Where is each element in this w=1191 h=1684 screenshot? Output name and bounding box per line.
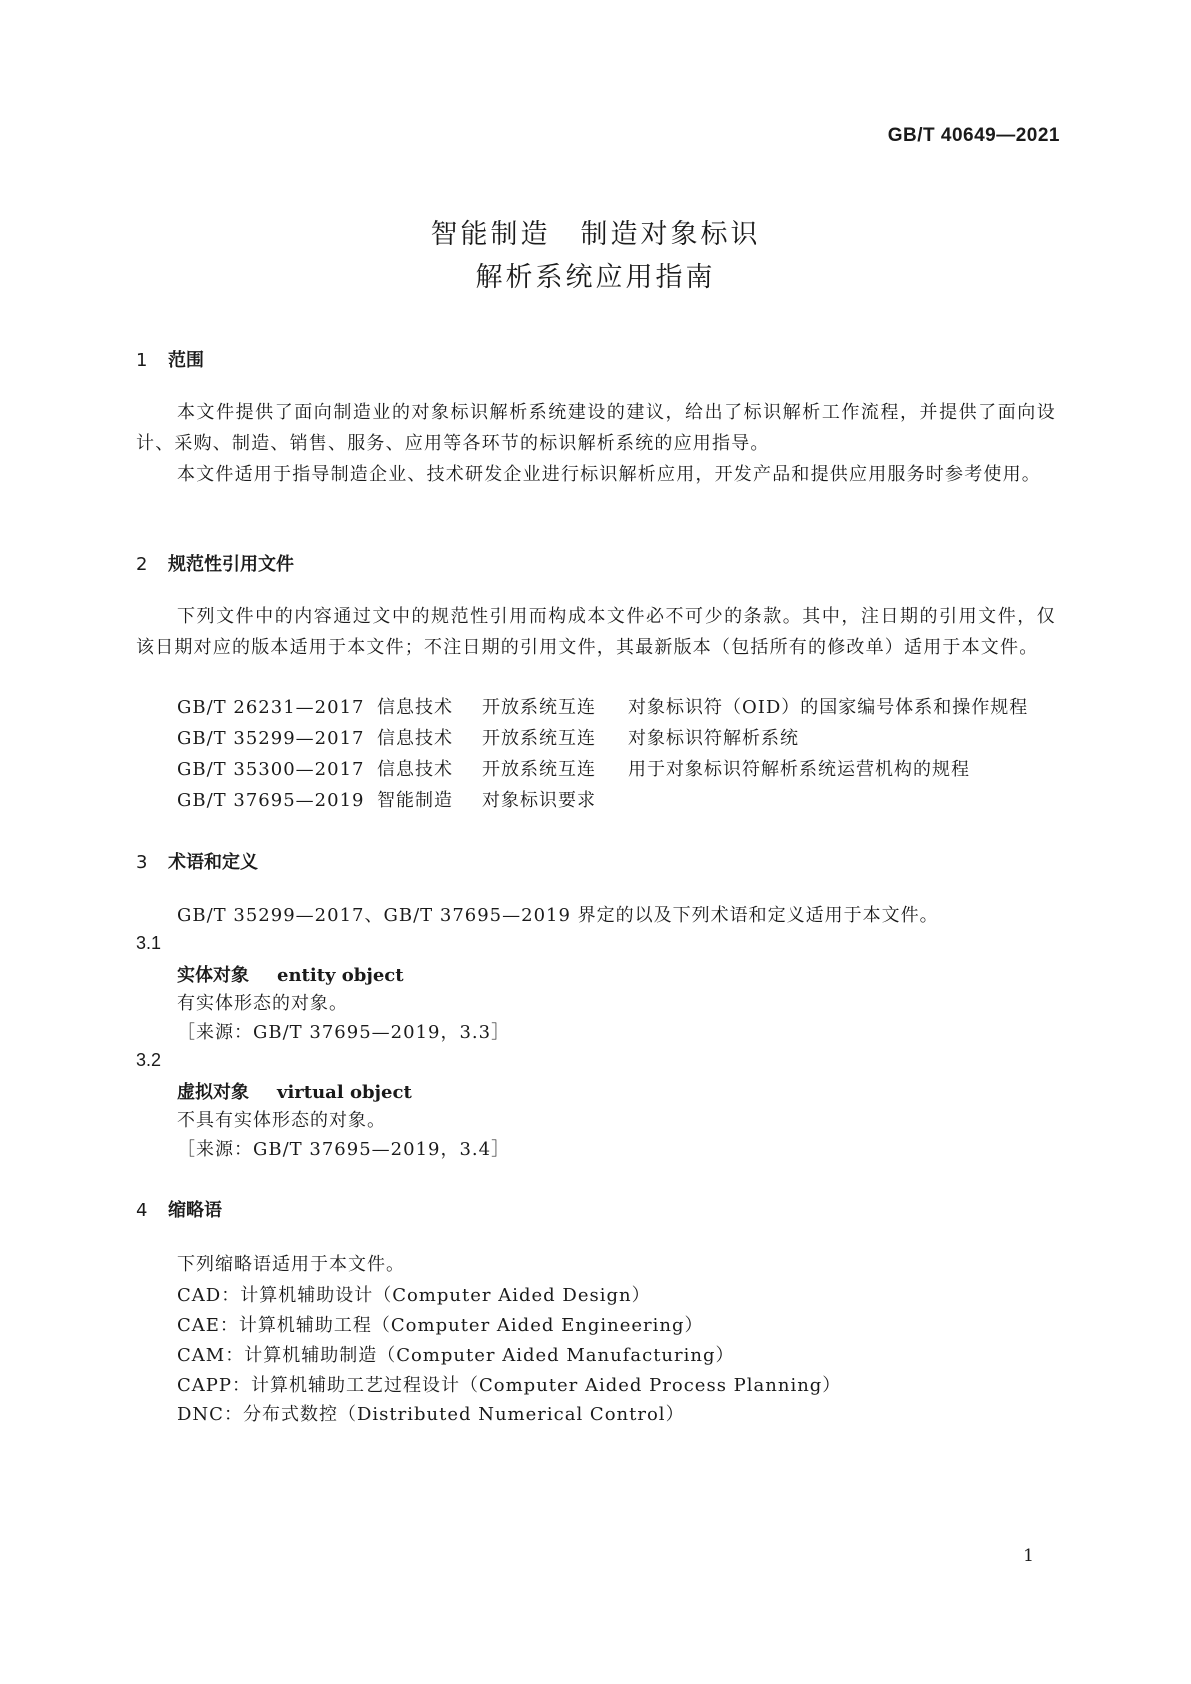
term-en: entity object <box>277 965 404 986</box>
paragraph: 本文件适用于指导制造企业、技术研发企业进行标识解析应用，开发产品和提供应用服务时参考使用。 <box>177 464 1041 485</box>
reference-title-part: 对象标识要求 <box>482 790 596 811</box>
section-title: 缩略语 <box>168 1200 222 1221</box>
reference-title-part: 用于对象标识符解析系统运营机构的规程 <box>628 759 970 780</box>
section-title: 术语和定义 <box>168 852 258 873</box>
term-zh: 实体对象 <box>177 965 249 986</box>
reference-code: GB/T 35299—2017 <box>177 728 365 749</box>
reference-title-part: 信息技术 <box>377 728 453 749</box>
abbreviation-item: CAE：计算机辅助工程（Computer Aided Engineering） <box>177 1315 704 1336</box>
page-number: 1 <box>1023 1546 1034 1566</box>
reference-title-part: 对象标识符解析系统 <box>628 728 799 749</box>
paragraph: 下列缩略语适用于本文件。 <box>177 1254 405 1275</box>
paragraph: GB/T 35299—2017、GB/T 37695—2019 界定的以及下列术语和定义适用于本文件。 <box>177 905 939 926</box>
section-title: 规范性引用文件 <box>168 554 294 575</box>
section-number: 1 <box>136 350 148 371</box>
section-number: 2 <box>136 554 148 575</box>
section-title: 范围 <box>168 350 204 371</box>
term-source: ［来源：GB/T 37695—2019，3.4］ <box>177 1139 511 1160</box>
paragraph: 本文件提供了面向制造业的对象标识解析系统建设的建议，给出了标识解析工作流程，并提供了面向设计、采购、制造、销售、服务、应用等各环节的标识解析系统的应用指导。 <box>136 402 1056 454</box>
paragraph: 下列文件中的内容通过文中的规范性引用而构成本文件必不可少的条款。其中，注日期的引用文件，仅该日期对应的版本适用于本文件；不注日期的引用文件，其最新版本（包括所有的修改单）适用于本文件。 <box>136 606 1056 658</box>
term-number: 3.1 <box>136 933 162 953</box>
section-number: 3 <box>136 852 148 873</box>
term-source: ［来源：GB/T 37695—2019，3.3］ <box>177 1022 511 1043</box>
section-1-heading <box>136 346 204 372</box>
term-heading <box>177 961 404 987</box>
document-title-line-2: 解析系统应用指南 <box>475 262 716 293</box>
standard-number: GB/T 40649—2021 <box>887 125 1060 146</box>
section-4-heading <box>136 1196 222 1222</box>
reference-code: GB/T 26231—2017 <box>177 697 365 718</box>
section-number: 4 <box>136 1200 148 1221</box>
term-en: virtual object <box>277 1082 412 1103</box>
reference-code: GB/T 37695—2019 <box>177 790 365 811</box>
reference-title-part: 对象标识符（OID）的国家编号体系和操作规程 <box>628 697 1029 718</box>
reference-title-part: 信息技术 <box>377 697 453 718</box>
abbreviation-item: CAM：计算机辅助制造（Computer Aided Manufacturing） <box>177 1345 735 1366</box>
reference-entry <box>177 786 596 812</box>
term-definition: 不具有实体形态的对象。 <box>177 1110 386 1131</box>
abbreviation-item: CAPP：计算机辅助工艺过程设计（Computer Aided Process Planning） <box>177 1375 842 1396</box>
reference-title-part: 开放系统互连 <box>482 759 596 780</box>
abbreviation-item: CAD：计算机辅助设计（Computer Aided Design） <box>177 1285 651 1306</box>
term-heading <box>177 1078 412 1104</box>
reference-title-part: 开放系统互连 <box>482 697 596 718</box>
reference-title-part: 信息技术 <box>377 759 453 780</box>
reference-entry <box>177 693 1028 719</box>
section-2-heading <box>136 550 294 576</box>
term-zh: 虚拟对象 <box>177 1082 249 1103</box>
reference-title-part: 开放系统互连 <box>482 728 596 749</box>
reference-title-part: 智能制造 <box>377 790 453 811</box>
section-3-heading <box>136 848 258 874</box>
reference-entry <box>177 724 799 750</box>
abbreviation-item: DNC：分布式数控（Distributed Numerical Control） <box>177 1404 685 1425</box>
reference-code: GB/T 35300—2017 <box>177 759 365 780</box>
term-definition: 有实体形态的对象。 <box>177 993 348 1014</box>
reference-entry <box>177 755 970 781</box>
term-number: 3.2 <box>136 1050 162 1070</box>
document-title-line-1: 智能制造 制造对象标识 <box>430 219 761 250</box>
